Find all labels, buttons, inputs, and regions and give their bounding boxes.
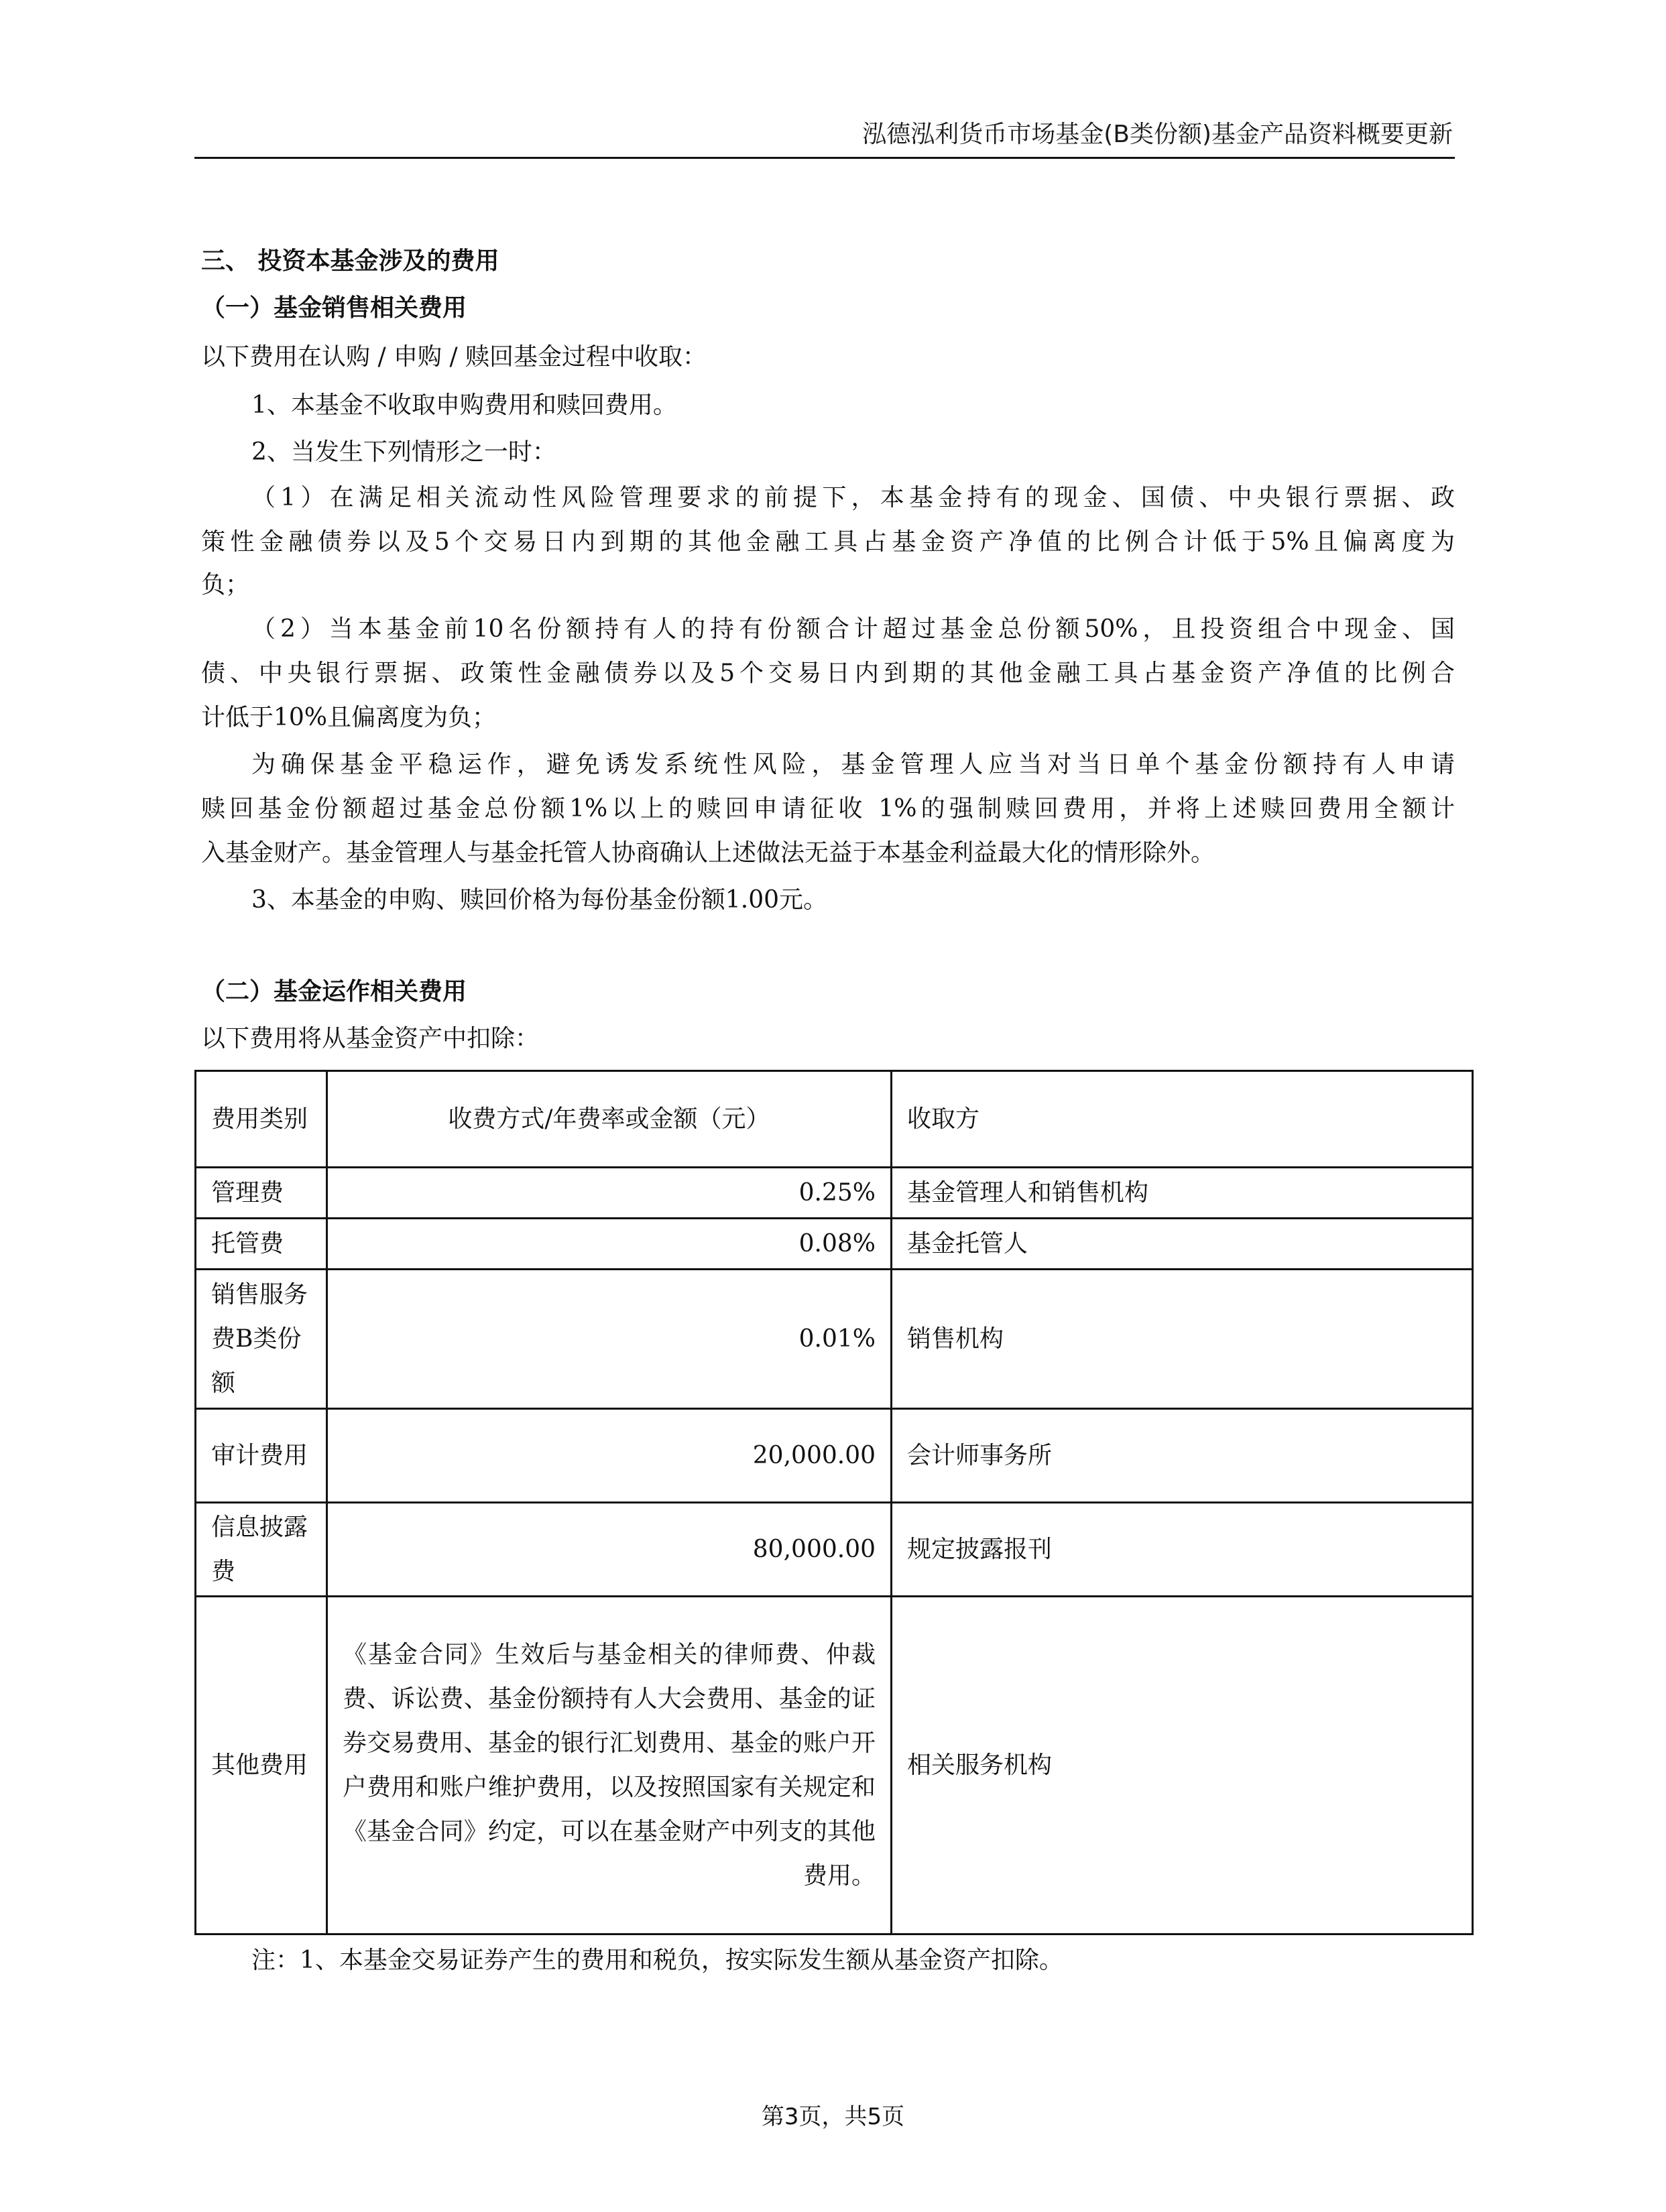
fee-receiver-cell: 会计师事务所: [892, 1409, 1473, 1503]
fee-type-cell: 信息披露费: [196, 1503, 327, 1597]
fee-receiver-cell: 销售机构: [892, 1270, 1473, 1409]
fee-receiver-cell: 基金托管人: [892, 1219, 1473, 1270]
condition-1-line-2: 策性金融债券以及5个交易日内到期的其他金融工具占基金资产净值的比例合计低于5%且偏离度为: [201, 528, 1455, 556]
condition-2-line-1: （2）当本基金前10名份额持有人的持有份额合计超过基金总份额50%，且投资组合中现金、国: [251, 615, 1455, 643]
condition-1-line-1: （1）在满足相关流动性风险管理要求的前提下，本基金持有的现金、国债、中央银行票据、政: [251, 484, 1455, 511]
fee-receiver-cell: 相关服务机构: [892, 1597, 1473, 1934]
sales-fees-intro: 以下费用在认购 / 申购 / 赎回基金过程中收取：: [201, 343, 707, 371]
fee-table: [194, 1070, 1474, 1935]
redemption-para-line-1: 为确保基金平稳运作，避免诱发系统性风险，基金管理人应当对当日单个基金份额持有人申请: [251, 751, 1455, 778]
fee-rate-cell: 0.25%: [327, 1168, 892, 1219]
fee-rate-cell: 80,000.00: [327, 1503, 892, 1597]
fee-type-cell: 管理费: [196, 1168, 327, 1219]
header-fee-receiver: 收取方: [892, 1071, 1473, 1168]
item-2: 2、当发生下列情形之一时：: [251, 438, 556, 466]
table-header-row: [196, 1071, 1473, 1168]
fee-rate-cell: 0.08%: [327, 1219, 892, 1270]
header-rule: [194, 157, 1455, 159]
fee-rate-cell: 0.01%: [327, 1270, 892, 1409]
fee-rate-cell: 20,000.00: [327, 1409, 892, 1503]
header-title: 泓德泓利货币市场基金(B类份额)基金产品资料概要更新: [862, 121, 1453, 148]
table-row: [196, 1270, 1473, 1409]
redemption-para-line-3: 入基金财产。基金管理人与基金托管人协商确认上述做法无益于本基金利益最大化的情形除外。: [201, 839, 1215, 867]
fee-type-cell: 其他费用: [196, 1597, 327, 1934]
redemption-para-line-2: 赎回基金份额超过基金总份额1%以上的赎回申请征收 1%的强制赎回费用，并将上述赎回费用全额计: [201, 795, 1455, 822]
item-1: 1、本基金不收取申购费用和赎回费用。: [251, 391, 677, 419]
table-row: [196, 1168, 1473, 1219]
header-fee-rate: 收费方式/年费率或金额（元）: [327, 1071, 892, 1168]
table-row: [196, 1503, 1473, 1597]
condition-2-line-2: 债、中央银行票据、政策性金融债券以及5个交易日内到期的其他金融工具占基金资产净值的比例合: [201, 660, 1455, 687]
fee-rate-cell: 《基金合同》生效后与基金相关的律师费、仲裁费、诉讼费、基金份额持有人大会费用、基金的证券交易费用、基金的银行汇划费用、基金的账户开户费用和账户维护费用，以及按照国家有关规定和《基金合同》约定，可以在基金财产中列支的其他费用。: [327, 1597, 892, 1934]
table-row: [196, 1409, 1473, 1503]
condition-1-line-3: 负；: [201, 571, 250, 599]
condition-2-line-3: 计低于10%且偏离度为负；: [201, 704, 497, 731]
table-note: 注：1、本基金交易证券产生的费用和税负，按实际发生额从基金资产扣除。: [251, 1947, 1063, 1974]
table-row: [196, 1219, 1473, 1270]
operation-fees-intro: 以下费用将从基金资产中扣除：: [201, 1025, 540, 1052]
fee-receiver-cell: 基金管理人和销售机构: [892, 1168, 1473, 1219]
header-fee-type: 费用类别: [196, 1071, 327, 1168]
table-row: [196, 1597, 1473, 1934]
fee-type-cell: 审计费用: [196, 1409, 327, 1503]
page-number: 第3页，共5页: [761, 2103, 905, 2130]
fee-receiver-cell: 规定披露报刊: [892, 1503, 1473, 1597]
item-3: 3、本基金的申购、赎回价格为每份基金份额1.00元。: [251, 886, 828, 914]
fee-type-cell: 销售服务费B类份额: [196, 1270, 327, 1409]
section-heading: 三、 投资本基金涉及的费用: [201, 247, 499, 275]
subsection-heading-operation-fees: （二）基金运作相关费用: [201, 978, 467, 1005]
subsection-heading-sales-fees: （一）基金销售相关费用: [201, 294, 467, 322]
fee-type-cell: 托管费: [196, 1219, 327, 1270]
